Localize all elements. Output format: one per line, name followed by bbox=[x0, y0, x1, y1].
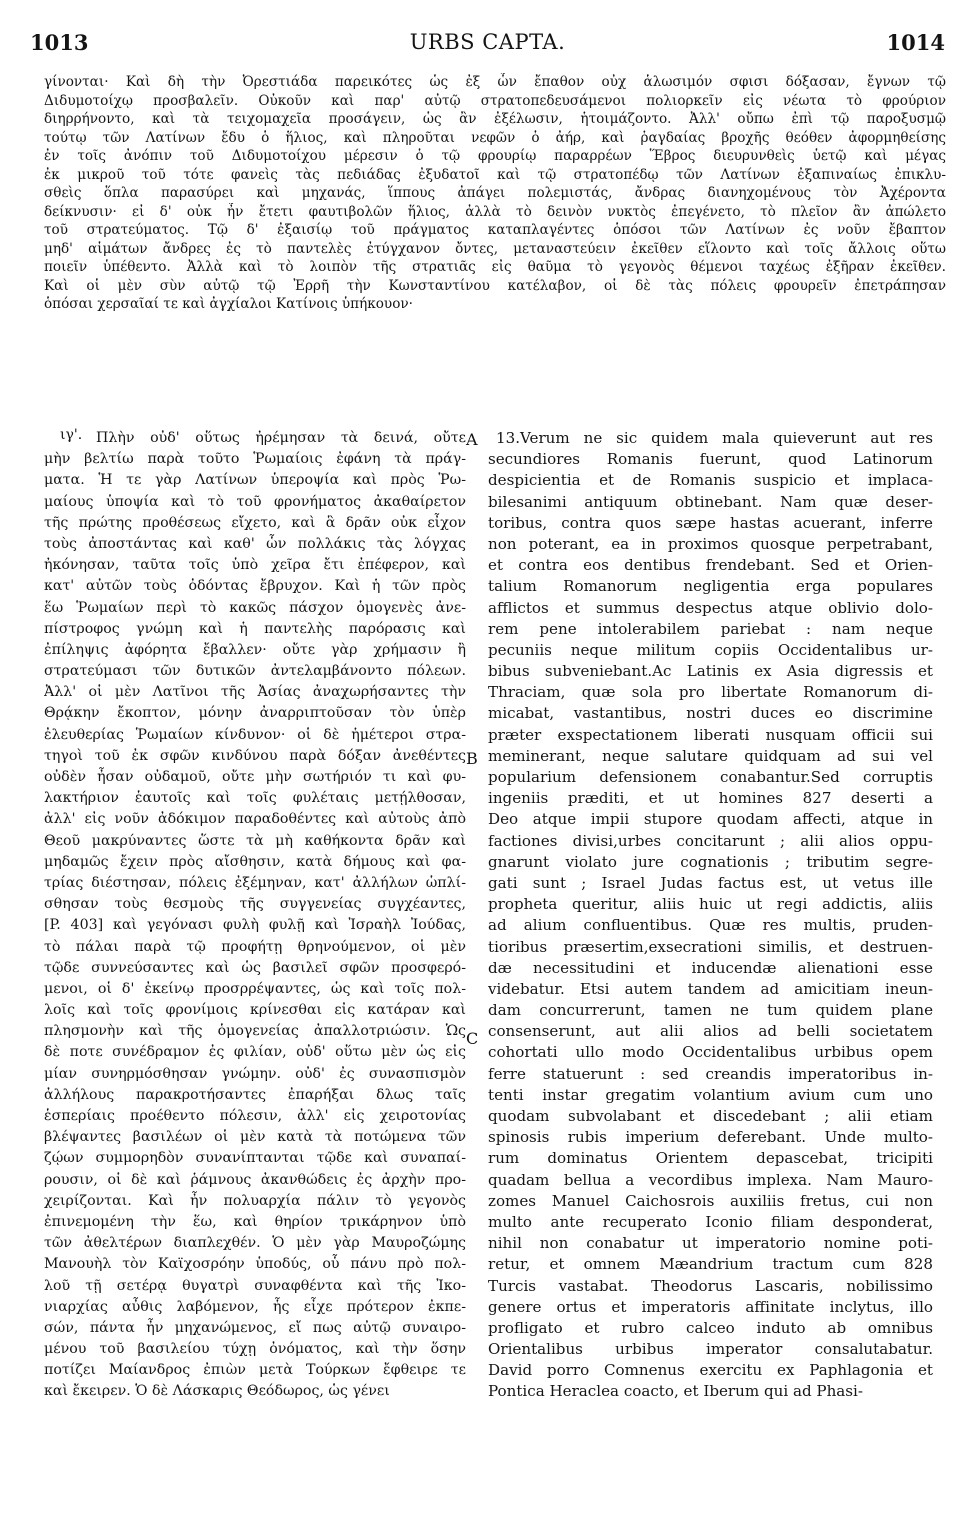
page-header bbox=[30, 30, 945, 58]
text-line: cohortati ullo modo Occidentalibus urbibus opem bbox=[488, 1043, 933, 1062]
text-line: non poterant, ea in proximos quosque perpetrabant, bbox=[488, 534, 933, 553]
text-line: ἐν τοῖς ἀνόπιν τοῦ Διδυμοτοίχου μέρεσιν ὁ τῷ φρουρίῳ παραρρέων Ἕβρος διευρυνθεὶς ὑετῷ καὶ μέγας bbox=[44, 148, 946, 164]
margin-marker-c: C bbox=[466, 1029, 479, 1048]
text-line: τὸ πάλαι παρὰ τῷ προφήτῃ θρηνούμενον, οἱ μὲν bbox=[44, 938, 466, 955]
text-line: σθησαν τοὺς θεσμοὺς τῆς συγγενείας συγχέαντες, bbox=[44, 896, 466, 913]
text-line: στρατεύμασι τῶν δυτικῶν ἀντελαμβάνοντο πόλεων. bbox=[44, 663, 466, 680]
text-line: dam concurrerunt, tamen ne tum quidem plane bbox=[488, 1001, 933, 1020]
text-line: τῷδε συννεύσαντες καὶ ὡς βασιλεῖ σφῶν προσφερό- bbox=[44, 959, 466, 976]
text-line: gati sunt ; Israel Judas factus est, ut vetus ille bbox=[488, 873, 933, 892]
latin-right-column bbox=[488, 428, 933, 1403]
text-line: τοῦ στρατεύματος. Τῷ δ' ἐξαισίῳ τοῦ πράγματος καταπλαγέντες ὁπόσοι τῶν Λατίνων ἐς νοῦν ἔβαπτον bbox=[44, 222, 946, 238]
text-line: καὶ ἔκειρεν. Ὁ δὲ Λάσκαρις Θεόδωρος, ὡς γένει bbox=[44, 1383, 390, 1400]
text-line: propheta queritur, aliis huic ut regi addictis, aliis bbox=[488, 895, 933, 914]
text-line: σθεὶς ὅπλα παρασύρει καὶ μηχανάς, ἵππους ἀπάγει πολεμιστάς, ἄνδρας διανηχομένους τὸν Ἀχέροντα bbox=[44, 185, 946, 201]
page-number-left: 1013 bbox=[30, 30, 89, 55]
text-line: ἐπινεμομένη τὴν ἕω, καὶ θηρίον τρικάρηνον ὑπὸ bbox=[44, 1213, 466, 1230]
text-line: ἀλλήλους παρακροτήσαντες ἐπαρήξαι δλως ταῖς bbox=[44, 1086, 466, 1103]
text-line: dæ necessitudini et inducendæ alienationi esse bbox=[488, 958, 933, 977]
text-line: λοῖς καὶ τοῖς φρονίμοις κρίνεσθαι εἰς κατάραν καὶ bbox=[44, 1002, 466, 1019]
text-line: λοῦ τῇ σετέρᾳ θυγατρὶ συναφθέντα καὶ τῆς Ἰκο- bbox=[44, 1277, 466, 1294]
text-line: πίστροφος γνώμη καὶ ἡ παντελὴς παρόρασις καὶ bbox=[44, 620, 466, 637]
text-line: Thraciam, quæ sola pro libertate Romanorum di- bbox=[488, 683, 933, 702]
text-line: micabat, vastantibus, nostri duces eo discrimine bbox=[488, 704, 933, 723]
text-line: μηδ' αἱμάτων ἄνδρες ἐς τὸ παντελὲς ἐτύγχανον ὄντες, μεταναστεύειν ἐκεῖθεν εἵλοντο καὶ τοῖς ἄλλοις οὕτω bbox=[44, 240, 946, 257]
text-line: δείκνυσιν· εἰ δ' οὐκ ἦν ἔτετι φαυτιβολῶν ἥλιος, ἀλλὰ τὸ δεινὸν νυκτὸς ἐπεγένετο, τὸ πλεῖον ἂν ἀπώλετο bbox=[44, 203, 946, 220]
text-line: ποτίζει Μαίανδρος ἐπιὼν μετὰ Τούρκων ἔφθειρε τε bbox=[44, 1362, 466, 1379]
text-line: οὐδὲν ἦσαν οὐδαμοῦ, οὔτε μὴν σωτήριόν τι καὶ φυ- bbox=[44, 769, 466, 785]
text-line: popularium defensionem conabantur.Sed corruptis bbox=[488, 768, 933, 786]
text-line: rem pene intolerabilem pariebat : nam neque bbox=[488, 619, 933, 638]
text-line: ingeniis præditi, et ut homines 827 deserti a bbox=[488, 789, 933, 808]
text-line: tenti instar gregatim volantium avium cum uno bbox=[488, 1085, 933, 1104]
text-line: λακτήριον ἑαυτοῖς καὶ τοῖς φυλέταις μετῄλθοσαν, bbox=[44, 790, 466, 807]
text-line: 13.Verum ne sic quidem mala quieverunt aut res bbox=[496, 429, 933, 447]
text-line: consenserunt, aut alii alios ad belli societatem bbox=[488, 1022, 933, 1041]
text-line: δὲ ποτε συνέδραμον ἐς φιλίαν, οὐδ' οὕτω μὲν ὡς εἰς bbox=[44, 1044, 466, 1061]
text-line: Διδυμοτοίχῳ προσβαλεῖν. Οὐκοῦν καὶ παρ' αὐτῷ στρατοπεδευσάμενοι πολιορκεῖν εἰς νέωτα τὸ φρούριον bbox=[44, 92, 946, 109]
text-line: multo ante recuperato Iconio filiam desponderat, bbox=[488, 1212, 933, 1231]
text-line: μαίους ὑποψία καὶ τὸ τοῦ φρονήματος ἀκαθαίρετον bbox=[44, 493, 466, 510]
text-line: despicientia et de Romanis suspicio et implaca- bbox=[488, 471, 933, 490]
text-line: Θεοῦ μακρύναντες ὥστε τὰ μὴ καθήκοντα δρᾶν καὶ bbox=[44, 832, 466, 849]
text-line: Orientalibus urbibus imperator consalutabatur. bbox=[488, 1340, 933, 1359]
text-line: quodam subvolabant et discedebant ; alii etiam bbox=[488, 1107, 933, 1125]
text-line: David porro Comnenus exercitu ex Paphlagonia et bbox=[488, 1361, 933, 1380]
text-line: τηγοὶ τοῦ ἐκ σφῶν κινδύνου παρὰ δόξαν ἀνεθέντες bbox=[44, 747, 466, 764]
text-line: secundiores Romanis fuerunt, quod Latinorum bbox=[488, 450, 933, 469]
text-line: ad alium confluentibus. Quæ res multis, pruden- bbox=[488, 916, 933, 935]
text-line: μὴν βελτίω παρὰ τοῦτο Ῥωμαίοις ἐφάνη τὰ πράγ- bbox=[44, 451, 466, 468]
text-line: βλέψαντες βασιλέων οἱ μὲν κατὰ τὰ ποτώμενα τῶν bbox=[44, 1129, 466, 1146]
text-line: τοὺς ἀποστάντας καὶ καθ' ὧν πολλάκις τὰς λόγχας bbox=[44, 535, 466, 552]
text-line: τρίας διέστησαν, πόλεις ἐξέμηναν, κατ' ἀλλήλων ὡπλί- bbox=[44, 874, 466, 891]
text-line: Καὶ οἱ μὲν σὺν αὐτῷ τῷ Ἐρρῆ τὴν Κωνσταντίνου κατέλαβον, οἱ δὲ τὰς πόλεις φρουρεῖν ἐπετράπησαν bbox=[44, 277, 946, 294]
text-line: τῶν ἀθελτέρων διαπλεχθέν. Ὁ μὲν γὰρ Μαυροζώμης bbox=[44, 1235, 466, 1252]
text-line: ποιεῖν ὑπέθεντο. Ἀλλὰ καὶ τὸ λοιπὸν τῆς στρατιᾶς εἰς θαῦμα τὸ γεγονὸς θέμενοι ταχέως ἐξῆραν ἐκεῖθεν. bbox=[44, 259, 946, 275]
text-line: genere ortus et imperatoris affinitate inclytus, illo bbox=[488, 1297, 933, 1316]
margin-marker-b: B bbox=[466, 749, 478, 768]
text-line: ἠκόνησαν, ταῦτα τοῖς ὑπὸ χεῖρα ἔτι ἐπέφερον, καὶ bbox=[44, 557, 466, 574]
text-line: ὁπόσαι χερσαῖαί τε καὶ ἀγχίαλοι Κατίνοις ὑπήκουον· bbox=[44, 296, 413, 312]
text-line: gnarunt violato jure cognationis ; tributim segre- bbox=[488, 852, 933, 871]
text-line: præter exspectationem liberati nusquam officii sui bbox=[488, 725, 933, 744]
text-line: Ἀλλ' οἱ μὲν Λατῖνοι τῆς Ἀσίας ἀναχωρήσαντες τὴν bbox=[44, 684, 466, 701]
text-line: Pontica Heraclea coacto, et Iberum qui ad Phasi- bbox=[488, 1382, 863, 1401]
text-line: retur, et omnem Mæandrium tractum cum 828 bbox=[488, 1255, 933, 1274]
text-line: bibus subveniebant.Ac Latinis ex Asia digressis et bbox=[488, 662, 933, 681]
text-line: ἐκ μικροῦ τοῦ τότε φανεὶς τὰς πεδιάδας ἐξυδατοῖ καὶ τῷ στρατοπέδῳ τῶν Λατίνων ἐξαπιναίως ἐπικλυ- bbox=[44, 166, 946, 183]
text-line: tioribus præsertim,exsecrationi similis, et destruen- bbox=[488, 937, 933, 956]
text-line: ἐπίληψις ἀφόρητα ἔβαλλεν· οὔτε γὰρ χρήμασιν ἢ bbox=[44, 641, 466, 658]
margin-marker-a: A bbox=[466, 430, 478, 449]
text-line: Turcis vastabat. Theodorus Lascaris, nobilissimo bbox=[488, 1276, 933, 1295]
text-line: ματα. Ἡ τε γὰρ Λατίνων ὑπεροψία καὶ πρὸς Ῥω- bbox=[44, 472, 466, 489]
text-line: κατ' αὐτῶν τοὺς ὀδόντας ἔβρυχον. Καὶ ἡ τῶν πρὸς bbox=[44, 578, 466, 595]
text-line: factiones divisi,urbes concitarunt ; alii alios oppu- bbox=[488, 831, 933, 850]
text-line: talium Romanorum negligentia erga populares bbox=[488, 577, 933, 596]
text-line: μενοι, οἱ δ' ἐκείνῳ προσρρέψαντες, ὡς καὶ τοῖς πολ- bbox=[44, 980, 466, 997]
greek-full-width-text bbox=[44, 73, 946, 314]
text-line: Θρᾴκην ἔκοπτον, μόνην ἀναρριπτοῦσαν τὸν ὑπὲρ bbox=[44, 705, 466, 722]
text-line: ἕω Ῥωμαίων περὶ τὸ κακῶς πάσχον ὁμογενὲς ἀνε- bbox=[44, 599, 466, 616]
text-line: ρουσιν, οἱ δὲ καὶ ῥάμνους ἀκανθώδεις ἐς ἀρχὴν προ- bbox=[44, 1171, 466, 1188]
text-line: Deo atque impii stupore quodam affecti, atque in bbox=[488, 810, 933, 829]
text-line: τῆς πρώτης προθέσεως εἴχετο, καὶ ἃ δρᾶν οὐκ εἶχον bbox=[44, 514, 466, 531]
page-number-right: 1014 bbox=[886, 30, 945, 55]
text-line: χειρίζονται. Καὶ ἦν πολυαρχία πάλιν τὸ γεγονὸς bbox=[44, 1192, 466, 1209]
text-line: Πλὴν οὐδ' οὕτως ἠρέμησαν τὰ δεινά, οὔτε bbox=[96, 430, 466, 446]
text-line: toribus, contra quos sæpe hastas acuerant, inferre bbox=[488, 513, 933, 532]
text-line: μίαν συνηρμόσθησαν γνώμην. οὐδ' ἐς συνασπισμὸν bbox=[44, 1065, 466, 1082]
text-line: meminerant, neque salutare quidquam ad sui vel bbox=[488, 746, 933, 765]
text-line: τούτῳ τῶν Λατίνων ἔδυ ὁ ἥλιος, καὶ πληροῦται νεφῶν ὁ ἀήρ, καὶ ῥαγδαίας βροχῆς θεόθεν ἀφορμηθείσης bbox=[44, 129, 946, 146]
text-line: διηρρήνοντο, καὶ τὰ τειχομαχεῖα προσάγειν, ὡς ἂν ἐξέλωσιν, ἡτοιμάζοντο. Ἀλλ' οὔπω ἐπὶ τῷ παροξυσμῷ bbox=[44, 111, 946, 127]
greek-left-column bbox=[44, 428, 466, 1403]
text-line: ferre statuerunt : sed creandis imperatoribus in- bbox=[488, 1064, 933, 1083]
text-line: ζῴων συμμορηδὸν συνανίπτανται τῷδε καὶ συναπαί- bbox=[44, 1150, 466, 1167]
text-line: et contra eos dentibus frendebant. Sed et Orien- bbox=[488, 556, 933, 575]
text-line: videbatur. Etsi autem tandem ad amicitiam ineun- bbox=[488, 979, 933, 998]
chapter-number: ιγ'. bbox=[60, 427, 83, 443]
text-line: zomes Manuel Caichosrois auxiliis fretus, cui non bbox=[488, 1191, 933, 1210]
text-line: [P. 403] καὶ γεγόνασι φυλὴ φυλῇ καὶ Ἰσραὴλ Ἰούδας, bbox=[44, 917, 466, 934]
text-line: ἀλλ' εἰς νοῦν ἀδόκιμον παραδοθέντες καὶ αὐτοὺς ἀπὸ bbox=[44, 811, 466, 828]
running-title: URBS CAPTA. bbox=[409, 30, 566, 54]
text-line: ἐλευθερίας Ῥωμαίων κίνδυνον· οἱ δὲ ἡμέτεροι στρα- bbox=[44, 726, 466, 743]
text-line: μηδαμῶς ἔχειν πρὸς αἴσθησιν, κατὰ δήμους καὶ φα- bbox=[44, 853, 466, 870]
text-line: νιαρχίας αὖθις λαβόμενον, ἧς εἶχε πρότερον ἐκπε- bbox=[44, 1298, 466, 1315]
text-line: rum dominatus Orientem depascebat, tricipiti bbox=[488, 1149, 933, 1168]
text-line: σών, πάντα ἦν μηχανώμενος, εἴ πως αὐτῷ συναιρο- bbox=[44, 1319, 466, 1336]
text-line: γίνονται· Καὶ δὴ τὴν Ὀρεστιάδα παρεικότες ὡς ἐξ ὧν ἔπαθον οὐχ ἁλωσιμόν σφισι δόξασαν, ἔγνων τῷ bbox=[44, 74, 946, 90]
text-line: μένου τοῦ βασιλείου τύχῃ ὀνόματος, καὶ τὴν ὅσην bbox=[44, 1341, 466, 1358]
text-line: spinosis rubis imperium deferebant. Unde multo- bbox=[488, 1128, 933, 1147]
text-line: pecuniis neque militum copiis Occidentalibus ur- bbox=[488, 640, 933, 659]
text-line: πλησμονὴν καὶ τῆς ὁμογενείας ἀπαλλοτριώσιν. Ὡς bbox=[44, 1023, 466, 1040]
text-line: bilesanimi antiquum obtinebant. Nam quæ deser- bbox=[488, 492, 933, 511]
text-line: ἑσπερίαις προέθεντο πόλεσιν, ἀλλ' εἰς χειροτονίας bbox=[44, 1108, 466, 1124]
text-line: nihil non conabatur ut imperatorio nomine poti- bbox=[488, 1234, 933, 1253]
text-line: quadam bellua a vecordibus implexa. Nam Mauro- bbox=[488, 1170, 933, 1189]
text-line: Μανουὴλ τὸν Καϊχοσρόην ὑποδύς, οὗ πάνυ πρὸ πολ- bbox=[44, 1256, 466, 1273]
text-line: profligato et rubro calceo induto ab omnibus bbox=[488, 1318, 933, 1337]
text-line: afflictos et summus despectus atque oblivio dolo- bbox=[488, 598, 933, 617]
